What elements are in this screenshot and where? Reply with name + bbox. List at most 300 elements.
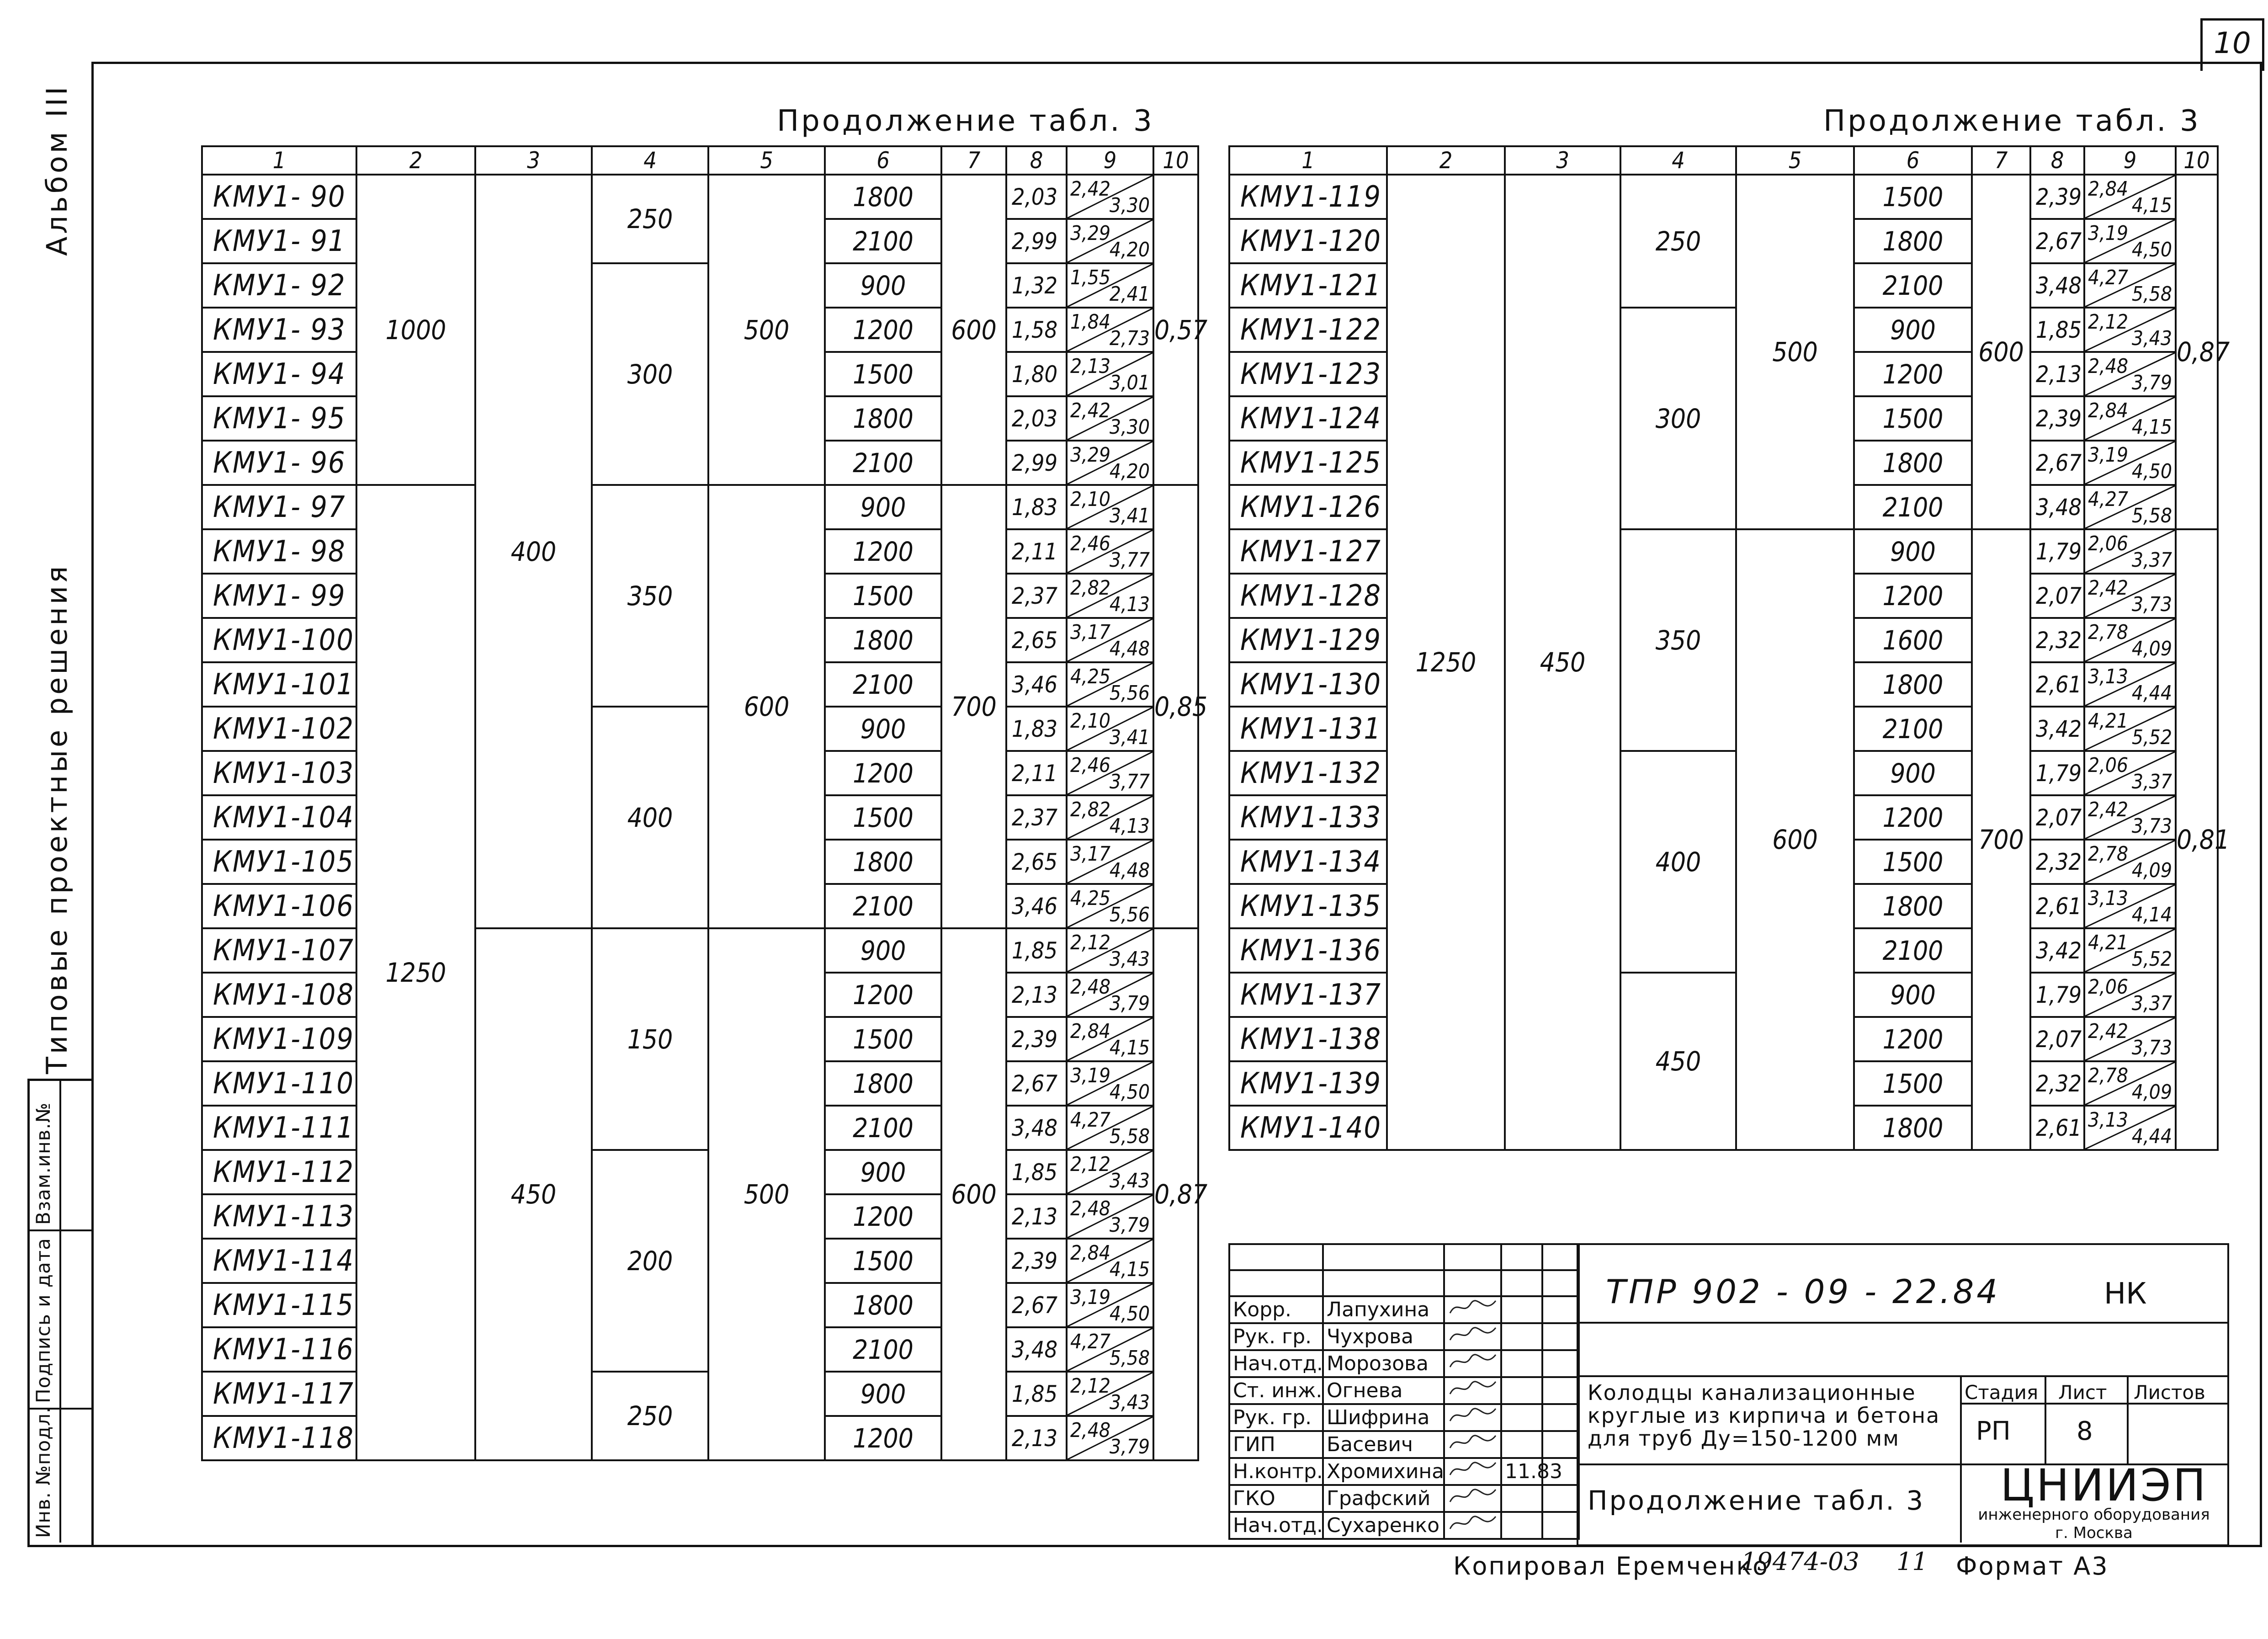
weight-top: 2,48: [1070, 1419, 1111, 1442]
weight-top: 3,29: [1070, 443, 1111, 467]
weight-bottom: 5,58: [1109, 1346, 1150, 1370]
weight-cell: [1067, 1106, 1153, 1150]
stamp-name: Графский: [1323, 1485, 1444, 1512]
table-row: [202, 175, 1198, 219]
weight-top: 2,12: [2088, 310, 2129, 334]
weight-top: 2,42: [1070, 399, 1111, 422]
signature-scribble: [1448, 1351, 1498, 1371]
column-header: 2: [1387, 146, 1505, 175]
weight-cell: [2084, 973, 2176, 1017]
depth-value: 1800: [825, 618, 941, 662]
depth-value: 1200: [825, 308, 941, 352]
weight-cell: [1067, 618, 1153, 662]
well-mark: КМУ1-117: [202, 1372, 356, 1416]
series-label: Типовые проектные решения: [40, 563, 74, 1074]
volume-value: 2,32: [2030, 840, 2084, 884]
weight-top: 2,10: [1070, 709, 1111, 733]
stamp-empty: [1542, 1323, 1579, 1350]
stamp-row: [1229, 1296, 1579, 1323]
signature: [1444, 1431, 1501, 1458]
well-mark: КМУ1-101: [202, 662, 356, 707]
depth-value: 1500: [1854, 396, 1972, 441]
weight-cell: [2084, 529, 2176, 574]
stamp-row: [1229, 1485, 1579, 1512]
well-mark: КМУ1-104: [202, 795, 356, 840]
column-header: 8: [2030, 146, 2084, 175]
table-row: [1229, 973, 2218, 1017]
well-mark: КМУ1-100: [202, 618, 356, 662]
weight-top: 2,48: [2088, 355, 2129, 378]
depth-value: 2100: [825, 884, 941, 928]
chamber-height: 700: [941, 485, 1006, 928]
weight-bottom: 3,79: [1109, 1213, 1150, 1237]
stamp-empty: [1542, 1485, 1579, 1512]
depth-value: 1200: [825, 1194, 941, 1239]
left-header-row: [202, 146, 1198, 175]
weight-bottom: 4,50: [1109, 1080, 1150, 1104]
coefficient: 0,57: [1153, 175, 1198, 485]
stage-value: РП: [1976, 1416, 2011, 1446]
weight-cell: [1067, 928, 1153, 973]
depth-value: 1500: [825, 574, 941, 618]
well-mark: КМУ1- 91: [202, 219, 356, 263]
well-mark: КМУ1-102: [202, 707, 356, 751]
weight-cell: [2084, 1106, 2176, 1150]
column-header: 6: [825, 146, 941, 175]
weight-cell: [1067, 1194, 1153, 1239]
weight-top: 2,06: [2088, 975, 2129, 999]
weight-bottom: 4,15: [1109, 1036, 1150, 1059]
stamp-empty: [1542, 1296, 1579, 1323]
depth-value: 2100: [1854, 485, 1972, 529]
well-mark: КМУ1- 92: [202, 263, 356, 308]
weight-bottom: 3,37: [2131, 770, 2172, 793]
depth-value: 1200: [1854, 1017, 1972, 1061]
weight-top: 2,42: [2088, 798, 2129, 821]
weight-cell: [1067, 1017, 1153, 1061]
chamber-height: 600: [1972, 175, 2030, 529]
well-mark: КМУ1-136: [1229, 928, 1387, 973]
weight-cell: [1067, 1327, 1153, 1372]
weight-top: 2,46: [1070, 754, 1111, 777]
stamp-empty: [1542, 1377, 1579, 1404]
depth-value: 1800: [1854, 662, 1972, 707]
weight-top: 2,12: [1070, 1374, 1111, 1398]
weight-bottom: 5,56: [1109, 681, 1150, 705]
volume-value: 3,48: [1006, 1106, 1067, 1150]
depth-value: 900: [825, 1150, 941, 1194]
stamp-name: Чухрова: [1323, 1323, 1444, 1350]
weight-bottom: 3,79: [2131, 371, 2172, 394]
pipe-size: 150: [592, 928, 708, 1150]
stamp-row: [1229, 1512, 1579, 1539]
table-row: [202, 928, 1198, 973]
volume-value: 2,61: [2030, 662, 2084, 707]
depth-value: 1500: [825, 1239, 941, 1283]
depth-value: 900: [1854, 529, 1972, 574]
weight-cell: [2084, 1061, 2176, 1106]
stamp-date: [1501, 1296, 1542, 1323]
well-mark: КМУ1-116: [202, 1327, 356, 1372]
weight-top: 3,19: [2088, 443, 2129, 467]
weight-bottom: 4,13: [1109, 593, 1150, 616]
well-mark: КМУ1- 97: [202, 485, 356, 529]
pipe-size: 250: [1620, 175, 1736, 308]
depth-value: 900: [1854, 973, 1972, 1017]
stamp-date: [1501, 1512, 1542, 1539]
weight-top: 4,27: [2088, 266, 2129, 289]
well-mark: КМУ1- 94: [202, 352, 356, 396]
weight-top: 4,21: [2088, 709, 2129, 733]
table-row: [202, 1150, 1198, 1194]
well-mark: КМУ1-118: [202, 1416, 356, 1460]
stamp-role: Н.контр.: [1229, 1458, 1323, 1485]
column-header: 1: [1229, 146, 1387, 175]
depth-value: 1500: [1854, 175, 1972, 219]
table-row: [1229, 175, 2218, 219]
weight-bottom: 4,50: [2131, 238, 2172, 261]
stamp-role: ГИП: [1229, 1431, 1323, 1458]
pipe-diameter: 1250: [356, 485, 475, 1460]
stamp-empty: [1542, 1350, 1579, 1377]
well-mark: КМУ1-113: [202, 1194, 356, 1239]
neck-size: 500: [708, 928, 825, 1460]
weight-bottom: 3,43: [1109, 1169, 1150, 1192]
sign-date-label: Подпись и дата: [32, 1238, 54, 1403]
signature-scribble: [1448, 1378, 1498, 1398]
depth-value: 1200: [825, 751, 941, 795]
weight-bottom: 4,13: [1109, 814, 1150, 838]
weight-bottom: 4,15: [2131, 415, 2172, 439]
column-header: 3: [1505, 146, 1620, 175]
pipe-size: 300: [592, 263, 708, 485]
weight-bottom: 3,41: [1109, 726, 1150, 749]
volume-value: 1,83: [1006, 485, 1067, 529]
right-data-table: [1228, 145, 2230, 1151]
org-sub: инженерного оборудования: [1978, 1506, 2210, 1524]
weight-cell: [1067, 352, 1153, 396]
stamp-role: Рук. гр.: [1229, 1323, 1323, 1350]
depth-value: 900: [1854, 308, 1972, 352]
volume-value: 2,67: [2030, 219, 2084, 263]
weight-cell: [2084, 662, 2176, 707]
well-mark: КМУ1-132: [1229, 751, 1387, 795]
depth-value: 2100: [825, 219, 941, 263]
stamp-row: [1229, 1350, 1579, 1377]
volume-value: 2,13: [1006, 1416, 1067, 1460]
column-header: 6: [1854, 146, 1972, 175]
weight-cell: [2084, 263, 2176, 308]
depth-value: 900: [1854, 751, 1972, 795]
volume-value: 2,07: [2030, 574, 2084, 618]
signature-scribble: [1448, 1324, 1498, 1344]
weight-cell: [2084, 928, 2176, 973]
stamp-row: [1229, 1377, 1579, 1404]
table-row: [1229, 308, 2218, 352]
wall-thickness: 450: [475, 928, 592, 1460]
weight-top: 2,42: [2088, 1020, 2129, 1043]
weight-cell: [1067, 1061, 1153, 1106]
well-mark: КМУ1-119: [1229, 175, 1387, 219]
signature: [1444, 1512, 1501, 1539]
well-mark: КМУ1-115: [202, 1283, 356, 1327]
depth-value: 1200: [825, 1416, 941, 1460]
depth-value: 1200: [825, 529, 941, 574]
column-header: 2: [356, 146, 475, 175]
depth-value: 900: [825, 263, 941, 308]
well-mark: КМУ1- 95: [202, 396, 356, 441]
volume-value: 2,67: [1006, 1283, 1067, 1327]
weight-top: 2,78: [2088, 1064, 2129, 1087]
weight-top: 2,06: [2088, 754, 2129, 777]
weight-top: 2,84: [2088, 177, 2129, 201]
weight-top: 2,42: [1070, 177, 1111, 201]
weight-cell: [1067, 973, 1153, 1017]
depth-value: 1200: [825, 973, 941, 1017]
depth-value: 900: [825, 1372, 941, 1416]
order-number: 19474-03: [1741, 1547, 1859, 1576]
format-label: Формат А3: [1956, 1552, 2109, 1580]
depth-value: 1500: [825, 352, 941, 396]
depth-value: 2100: [825, 662, 941, 707]
stamp-empty: [1542, 1512, 1579, 1539]
column-header: 10: [2176, 146, 2218, 175]
weight-bottom: 4,20: [1109, 460, 1150, 483]
well-mark: КМУ1-114: [202, 1239, 356, 1283]
table-row: [1229, 529, 2218, 574]
stamp-date: [1501, 1485, 1542, 1512]
volume-value: 2,61: [2030, 884, 2084, 928]
pipe-size: 400: [1620, 751, 1736, 973]
weight-top: 3,19: [1070, 1064, 1111, 1087]
pipe-diameter: 1000: [356, 175, 475, 485]
coefficient: 0,87: [1153, 928, 1198, 1460]
weight-cell: [2084, 707, 2176, 751]
volume-value: 3,48: [2030, 485, 2084, 529]
neck-size: 500: [1736, 175, 1854, 529]
title-block-right: [1577, 1243, 2229, 1546]
volume-value: 2,07: [2030, 795, 2084, 840]
chamber-height: 700: [1972, 529, 2030, 1150]
well-mark: КМУ1-109: [202, 1017, 356, 1061]
volume-value: 2,99: [1006, 219, 1067, 263]
well-mark: КМУ1-131: [1229, 707, 1387, 751]
weight-top: 2,46: [1070, 532, 1111, 555]
column-header: 7: [1972, 146, 2030, 175]
pipe-size: 250: [592, 175, 708, 263]
weight-top: 1,55: [1070, 266, 1111, 289]
depth-value: 1800: [825, 1283, 941, 1327]
weight-cell: [1067, 840, 1153, 884]
org-name: ЦНИИЭП: [2000, 1460, 2208, 1511]
signature-scribble: [1448, 1513, 1498, 1533]
volume-value: 2,13: [2030, 352, 2084, 396]
weight-bottom: 3,41: [1109, 504, 1150, 527]
depth-value: 2100: [1854, 263, 1972, 308]
weight-bottom: 3,43: [2131, 327, 2172, 350]
stamp-role: Рук. гр.: [1229, 1404, 1323, 1431]
volume-value: 2,13: [1006, 973, 1067, 1017]
weight-top: 2,82: [1070, 576, 1111, 600]
depth-value: 1500: [825, 1017, 941, 1061]
weight-bottom: 4,44: [2131, 1125, 2172, 1148]
depth-value: 1800: [1854, 1106, 1972, 1150]
well-mark: КМУ1-108: [202, 973, 356, 1017]
weight-bottom: 4,50: [1109, 1302, 1150, 1325]
section-code: НК: [2104, 1277, 2147, 1311]
volume-value: 2,11: [1006, 529, 1067, 574]
weight-top: 1,84: [1070, 310, 1111, 334]
well-mark: КМУ1-125: [1229, 441, 1387, 485]
depth-value: 900: [825, 928, 941, 973]
volume-value: 2,65: [1006, 840, 1067, 884]
volume-value: 3,42: [2030, 928, 2084, 973]
well-mark: КМУ1-139: [1229, 1061, 1387, 1106]
volume-value: 2,39: [2030, 396, 2084, 441]
project-title: Колодцы канализационные круглые из кирпича и бетона для труб Ду=150-1200 мм: [1588, 1380, 1940, 1451]
weight-bottom: 2,41: [1109, 282, 1150, 306]
signature-scribble: [1448, 1432, 1498, 1452]
volume-value: 1,85: [1006, 1150, 1067, 1194]
weight-bottom: 5,52: [2131, 726, 2172, 749]
column-header: 4: [592, 146, 708, 175]
weight-top: 2,12: [1070, 931, 1111, 954]
weight-bottom: 4,44: [2131, 681, 2172, 705]
pipe-size: 350: [1620, 529, 1736, 751]
volume-value: 1,79: [2030, 529, 2084, 574]
volume-value: 2,03: [1006, 175, 1067, 219]
well-mark: КМУ1- 90: [202, 175, 356, 219]
signature: [1444, 1404, 1501, 1431]
volume-value: 3,46: [1006, 884, 1067, 928]
album-label: Альбом III: [40, 84, 74, 256]
coefficient: 0,87: [2176, 175, 2218, 529]
weight-bottom: 5,52: [2131, 947, 2172, 971]
weight-cell: [1067, 396, 1153, 441]
volume-value: 3,46: [1006, 662, 1067, 707]
block-vline-3: [2127, 1375, 2129, 1463]
pipe-size: 200: [592, 1150, 708, 1372]
depth-value: 1800: [825, 396, 941, 441]
weight-bottom: 4,50: [2131, 460, 2172, 483]
margin-divider-1: [59, 1079, 61, 1543]
stamp-date: [1501, 1323, 1542, 1350]
weight-cell: [1067, 795, 1153, 840]
weight-top: 2,48: [1070, 975, 1111, 999]
well-mark: КМУ1-122: [1229, 308, 1387, 352]
well-mark: КМУ1-127: [1229, 529, 1387, 574]
column-header: 5: [708, 146, 825, 175]
signature-scribble: [1448, 1297, 1498, 1317]
weight-bottom: 3,79: [1109, 992, 1150, 1015]
depth-value: 1600: [1854, 618, 1972, 662]
stamp-row: [1229, 1458, 1579, 1485]
weight-bottom: 4,14: [2131, 903, 2172, 926]
depth-value: 1200: [1854, 352, 1972, 396]
weight-bottom: 3,73: [2131, 1036, 2172, 1059]
stamp-date: [1501, 1404, 1542, 1431]
volume-value: 2,67: [1006, 1061, 1067, 1106]
well-mark: КМУ1- 99: [202, 574, 356, 618]
right-header-row: [1229, 146, 2218, 175]
weight-top: 3,13: [2088, 887, 2129, 910]
weight-top: 2,84: [2088, 399, 2129, 422]
weight-top: 3,17: [1070, 842, 1111, 866]
stamp-row: [1229, 1431, 1579, 1458]
weight-bottom: 4,48: [1109, 859, 1150, 882]
weight-top: 4,25: [1070, 887, 1111, 910]
coefficient: 0,81: [2176, 529, 2218, 1150]
well-mark: КМУ1-112: [202, 1150, 356, 1194]
stamp-date: [1501, 1377, 1542, 1404]
stamp-role: Нач.отд.: [1229, 1350, 1323, 1377]
depth-value: 1800: [825, 175, 941, 219]
weight-top: 4,27: [2088, 488, 2129, 511]
weight-cell: [1067, 1416, 1153, 1460]
pipe-diameter: 1250: [1387, 175, 1505, 1150]
column-header: 7: [941, 146, 1006, 175]
sheet-title: Продолжение табл. 3: [1588, 1485, 1925, 1516]
volume-value: 1,85: [1006, 1372, 1067, 1416]
signature: [1444, 1377, 1501, 1404]
wall-thickness: 400: [475, 175, 592, 928]
volume-value: 2,11: [1006, 751, 1067, 795]
column-header: 9: [2084, 146, 2176, 175]
volume-value: 1,85: [1006, 928, 1067, 973]
depth-value: 1800: [1854, 219, 1972, 263]
well-mark: КМУ1-133: [1229, 795, 1387, 840]
volume-value: 2,37: [1006, 795, 1067, 840]
weight-cell: [2084, 485, 2176, 529]
depth-value: 1800: [1854, 441, 1972, 485]
well-mark: КМУ1-120: [1229, 219, 1387, 263]
weight-bottom: 4,20: [1109, 238, 1150, 261]
depth-value: 2100: [1854, 707, 1972, 751]
pipe-size: 250: [592, 1372, 708, 1460]
weight-cell: [2084, 1017, 2176, 1061]
sheets-label: Листов: [2134, 1381, 2205, 1404]
weight-top: 2,13: [1070, 355, 1111, 378]
well-mark: КМУ1-121: [1229, 263, 1387, 308]
well-mark: КМУ1- 93: [202, 308, 356, 352]
signature-scribble: [1448, 1486, 1498, 1506]
table-row: [202, 263, 1198, 308]
stamp-role: Ст. инж.: [1229, 1377, 1323, 1404]
depth-value: 2100: [825, 441, 941, 485]
weight-bottom: 4,15: [2131, 194, 2172, 217]
weight-cell: [1067, 707, 1153, 751]
weight-bottom: 3,77: [1109, 770, 1150, 793]
wall-thickness: 450: [1505, 175, 1620, 1150]
weight-bottom: 5,56: [1109, 903, 1150, 926]
weight-cell: [1067, 751, 1153, 795]
weight-bottom: 5,58: [1109, 1125, 1150, 1148]
column-header: 5: [1736, 146, 1854, 175]
table-row: [202, 485, 1198, 529]
table-row: [202, 1372, 1198, 1416]
well-mark: КМУ1-103: [202, 751, 356, 795]
weight-cell: [2084, 219, 2176, 263]
weight-top: 2,48: [1070, 1197, 1111, 1220]
depth-value: 1200: [1854, 795, 1972, 840]
signature: [1444, 1296, 1501, 1323]
stamp-name: Хромихина: [1323, 1458, 1444, 1485]
block-line-1: [1578, 1322, 2227, 1324]
table-row: [202, 707, 1198, 751]
weight-top: 2,12: [1070, 1153, 1111, 1176]
stamp-role: Нач.отд.: [1229, 1512, 1323, 1539]
weight-bottom: 3,73: [2131, 593, 2172, 616]
